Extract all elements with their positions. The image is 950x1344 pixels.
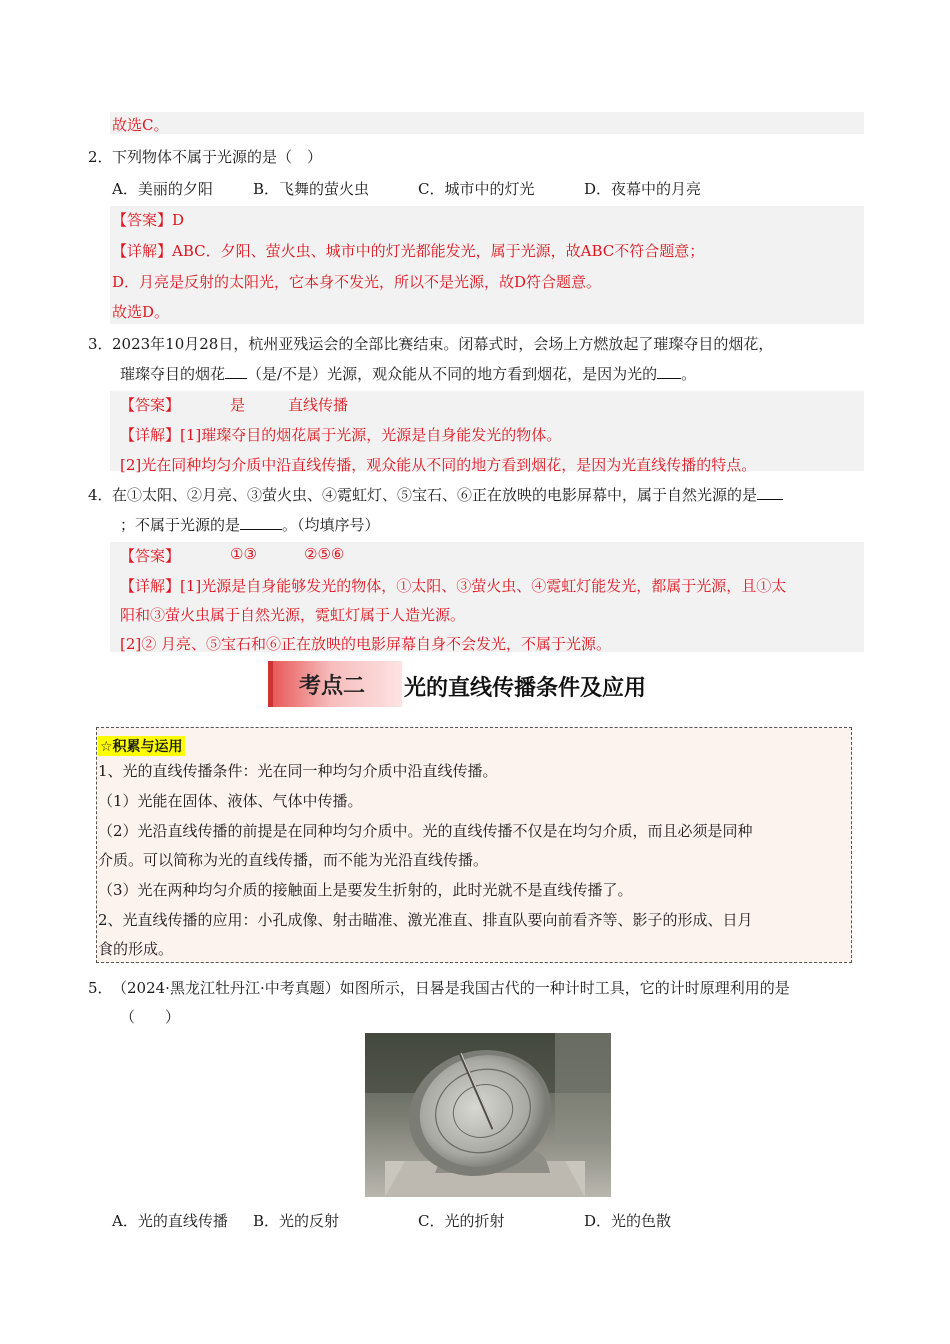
q4-detail-1: 【详解】[1]光源是自身能够发光的物体，①太阳、③萤火虫、④霓虹灯能发光，都属于光源，且①太 xyxy=(120,577,787,595)
q2-answer: 【答案】D xyxy=(112,211,185,229)
q4-stem-line-2 xyxy=(120,514,380,535)
sundial-image xyxy=(365,1033,611,1197)
q5-option-c: C．光的折射 xyxy=(418,1212,505,1230)
q4-stem-line-1 xyxy=(112,484,783,505)
q2-number: 2． xyxy=(88,148,113,166)
q5-option-b: B．光的反射 xyxy=(253,1212,340,1230)
q3-stem-line-2 xyxy=(120,363,696,384)
q2-detail-1: 【详解】ABC．夕阳、萤火虫、城市中的灯光都能发光，属于光源，故ABC不符合题意； xyxy=(112,242,705,260)
answer-block-q2 xyxy=(110,206,864,324)
q3-blank-1[interactable] xyxy=(225,364,247,379)
knowledge-line-4: 介质。可以简称为光的直线传播，而不能为光沿直线传播。 xyxy=(98,851,489,869)
q4-number: 4． xyxy=(88,486,113,504)
sundial-illustration xyxy=(365,1033,611,1197)
q4-blank-1[interactable] xyxy=(757,485,783,500)
q3-stem-line-1: 2023年10月28日，杭州亚残运会的全部比赛结束。闭幕式时，会场上方燃放起了璀璨夺目的烟花， xyxy=(112,335,774,353)
q3-stem-part-a: 璀璨夺目的烟花 xyxy=(120,365,226,383)
q2-option-a: A．美丽的夕阳 xyxy=(112,180,213,198)
q1-conclusion: 故选C。 xyxy=(112,116,169,134)
q3-answer-2: 直线传播 xyxy=(288,396,349,414)
q3-stem-part-c: 。 xyxy=(681,365,697,383)
q4-stem-part-2b: 。（均填序号） xyxy=(282,516,380,534)
q2-conclusion: 故选D。 xyxy=(112,303,170,321)
knowledge-box-tag: ☆积累与运用 xyxy=(98,736,185,756)
q2-option-b: B．飞舞的萤火虫 xyxy=(253,180,370,198)
q5-stem-line-2: （ ） xyxy=(120,1008,181,1026)
q4-detail-2: 阳和③萤火虫属于自然光源，霓虹灯属于人造光源。 xyxy=(120,606,466,624)
q2-stem: 下列物体不属于光源的是（ ） xyxy=(112,148,323,166)
q2-detail-2: D．月亮是反射的太阳光，它本身不发光，所以不是光源，故D符合题意。 xyxy=(112,273,602,291)
q4-answer-label: 【答案】 xyxy=(120,547,181,565)
q3-detail-2: [2]光在同种均匀介质中沿直线传播，观众能从不同的地方看到烟花，是因为光直线传播的特点。 xyxy=(120,456,757,474)
q3-stem-part-b: （是/不是）光源，观众能从不同的地方看到烟花，是因为光的 xyxy=(247,365,658,383)
q5-option-d: D．光的色散 xyxy=(584,1212,672,1230)
section-header xyxy=(268,661,708,707)
q3-number: 3． xyxy=(88,335,113,353)
knowledge-line-5: （3）光在两种均匀介质的接触面上是要发生折射的，此时光就不是直线传播了。 xyxy=(98,881,633,899)
q2-option-d: D．夜幕中的月亮 xyxy=(584,180,702,198)
q3-answer-label: 【答案】 xyxy=(120,396,181,414)
q2-option-c: C．城市中的灯光 xyxy=(418,180,535,198)
q4-stem-part-2a: ；不属于光源的是 xyxy=(120,516,241,534)
knowledge-line-6: 2、光直线传播的应用：小孔成像、射击瞄准、激光准直、排直队要向前看齐等、影子的形成、日月 xyxy=(98,911,753,929)
q3-blank-2[interactable] xyxy=(657,364,681,379)
knowledge-line-7: 食的形成。 xyxy=(98,940,174,958)
section-badge xyxy=(268,661,402,707)
knowledge-line-2: （1）光能在固体、液体、气体中传播。 xyxy=(98,792,363,810)
section-badge-label: 考点二 xyxy=(299,674,366,699)
q5-number: 5． xyxy=(88,979,113,997)
knowledge-line-1: 1、光的直线传播条件：光在同一种均匀介质中沿直线传播。 xyxy=(98,762,498,780)
answer-block-q1-tail xyxy=(110,112,864,134)
q3-answer-1: 是 xyxy=(230,396,246,414)
section-title: 光的直线传播条件及应用 xyxy=(404,676,647,701)
q4-stem-part-1: 在①太阳、②月亮、③萤火虫、④霓虹灯、⑤宝石、⑥正在放映的电影屏幕中，属于自然光源的是 xyxy=(112,486,758,504)
q5-option-a: A．光的直线传播 xyxy=(112,1212,228,1230)
q5-stem-line-1: （2024·黑龙江牡丹江·中考真题）如图所示，日晷是我国古代的一种计时工具，它的计时原理利用的是 xyxy=(112,979,790,997)
q4-answer-1: ①③ xyxy=(230,545,257,563)
knowledge-line-3: （2）光沿直线传播的前提是在同种均匀介质中。光的直线传播不仅是在均匀介质，而且必须是同种 xyxy=(98,822,753,840)
q4-detail-3: [2]② 月亮、⑤宝石和⑥正在放映的电影屏幕自身不会发光，不属于光源。 xyxy=(120,635,612,653)
q4-blank-2[interactable] xyxy=(240,515,282,530)
q4-answer-2: ②⑤⑥ xyxy=(304,545,345,563)
q3-detail-1: 【详解】[1]璀璨夺目的烟花属于光源，光源是自身能发光的物体。 xyxy=(120,426,562,444)
